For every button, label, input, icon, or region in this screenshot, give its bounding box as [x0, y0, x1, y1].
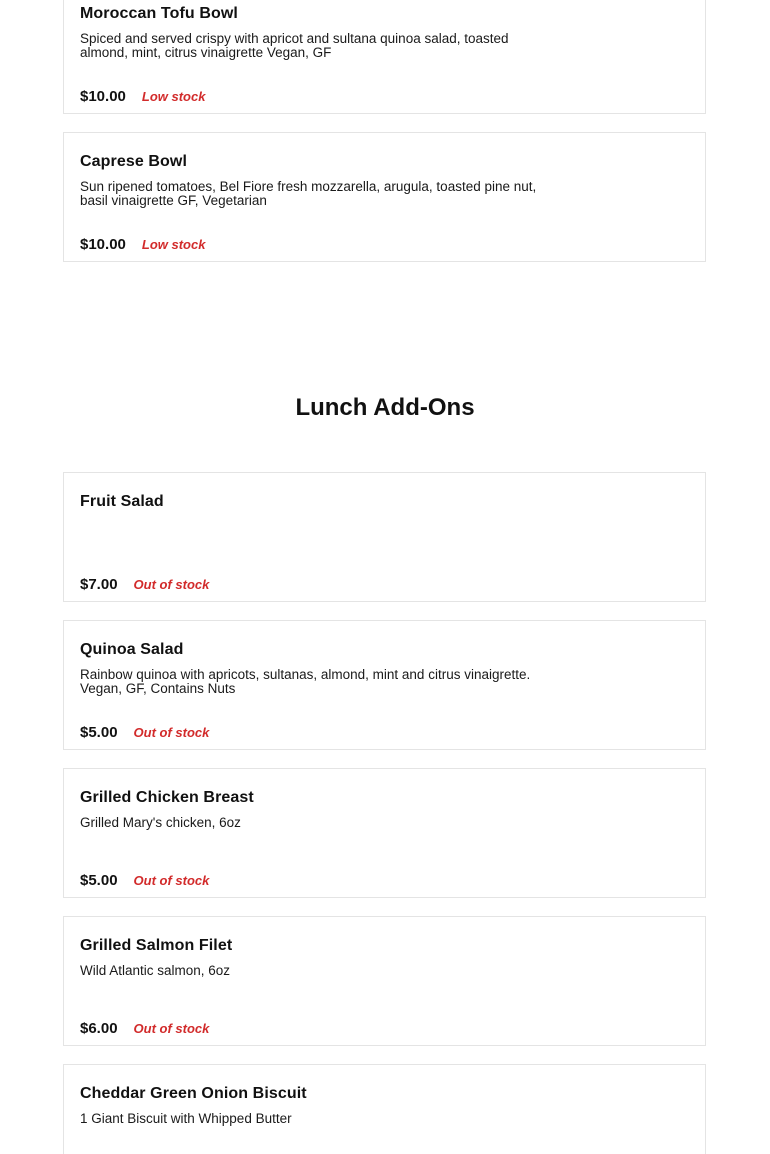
menu-item-description: 1 Giant Biscuit with Whipped Butter — [80, 1111, 292, 1126]
stock-status-badge: Out of stock — [133, 872, 210, 888]
menu-item-name: Cheddar Green Onion Biscuit — [80, 1085, 307, 1102]
menu-item-card[interactable] — [63, 916, 706, 1046]
menu-item-price-row — [80, 87, 205, 105]
menu-item-price: $10.00 — [80, 87, 126, 105]
menu-item-price-row — [80, 871, 209, 889]
menu-item-description: Grilled Mary's chicken, 6oz — [80, 815, 241, 830]
menu-item-name: Fruit Salad — [80, 493, 164, 510]
menu-item-price-row — [80, 1019, 209, 1037]
menu-item-price: $7.00 — [80, 575, 118, 593]
menu-item-name: Caprese Bowl — [80, 153, 188, 170]
menu-item-price: $6.00 — [80, 1019, 118, 1037]
menu-item-price-row — [80, 235, 205, 253]
stock-status-badge: Low stock — [141, 88, 206, 104]
menu-item-price-row — [80, 575, 209, 593]
menu-item-name: Grilled Salmon Filet — [80, 937, 233, 954]
menu-item-card[interactable] — [63, 0, 706, 114]
menu-item-price: $5.00 — [80, 871, 118, 889]
menu-item-price-row — [80, 723, 209, 741]
stock-status-badge: Low stock — [141, 236, 206, 252]
menu-item-card[interactable] — [63, 472, 706, 602]
stock-status-badge: Out of stock — [133, 724, 210, 740]
menu-item-description: Sun ripened tomatoes, Bel Fiore fresh mozzarella, arugula, toasted pine nut, basil vinaigrette GF, Vegetarian — [80, 179, 537, 208]
menu-item-card[interactable] — [63, 1064, 706, 1154]
menu-item-card[interactable] — [63, 132, 706, 262]
menu-item-description: Rainbow quinoa with apricots, sultanas, almond, mint and citrus vinaigrette. Vegan, GF, Contains Nuts — [80, 667, 531, 696]
stock-status-badge: Out of stock — [133, 1020, 210, 1036]
menu-item-price: $10.00 — [80, 235, 126, 253]
menu-item-name: Grilled Chicken Breast — [80, 789, 254, 806]
section-title: Lunch Add-Ons — [295, 394, 475, 421]
stock-status-badge: Out of stock — [133, 576, 210, 592]
menu-item-card[interactable] — [63, 768, 706, 898]
menu-item-description: Spiced and served crispy with apricot and sultana quinoa salad, toasted almond, mint, citrus vinaigrette Vegan, GF — [80, 31, 509, 60]
menu-item-card[interactable] — [63, 620, 706, 750]
menu-item-price: $5.00 — [80, 723, 118, 741]
menu-item-name: Moroccan Tofu Bowl — [80, 5, 238, 22]
menu-item-name: Quinoa Salad — [80, 641, 184, 658]
menu-item-description: Wild Atlantic salmon, 6oz — [80, 963, 231, 978]
